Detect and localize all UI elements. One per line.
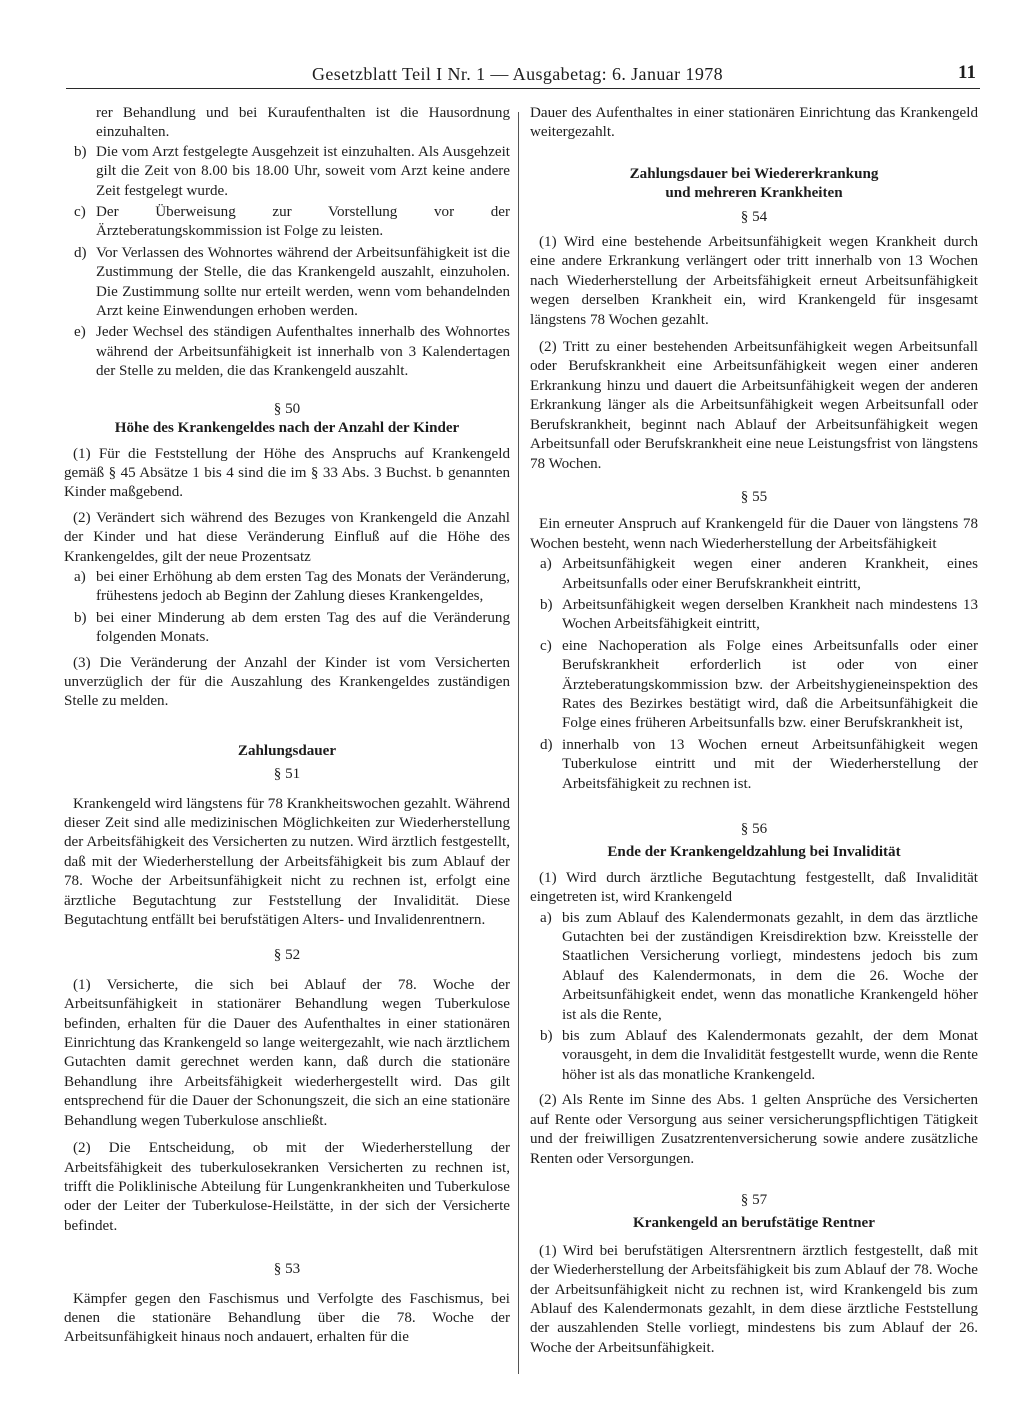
- list-marker: b): [540, 596, 553, 613]
- list-text: Die vom Arzt festgelegte Ausgehzeit ist einzuhalten. Als Ausgehzeit gilt die Zeit von 8.00 bis 18.00 Uhr, soweit vom Arzt keine andere Zeit festgelegt wurde.: [96, 143, 510, 199]
- section-number: § 55: [740, 488, 768, 505]
- list-text: innerhalb von 13 Wochen erneut Arbeitsunfähigkeit wegen Tuberkulose eintritt und mit der Wiederherstellung der Arbeitsfähigkeit zu rechnen ist.: [562, 736, 978, 792]
- section-title: Krankengeld an berufstätige Rentner: [633, 1215, 875, 1232]
- section-title: Zahlungsdauer bei Wiedererkrankung und mehreren Krankheiten: [629, 165, 879, 202]
- list-marker: d): [540, 736, 553, 753]
- list-item: [530, 637, 978, 734]
- page-header: [66, 58, 980, 89]
- list-item: [64, 203, 510, 242]
- list-item: [530, 1027, 978, 1085]
- section-number: § 53: [273, 1261, 301, 1278]
- list-marker: c): [74, 204, 86, 221]
- list-marker: b): [74, 609, 87, 626]
- paragraph: (1) Wird durch ärztliche Begutachtung festgestellt, daß Invalidität eingetreten ist, wird Krankengeld: [530, 869, 978, 906]
- paragraph: (2) Verändert sich während des Bezuges von Krankengeld die Anzahl der Kinder und hat diese Veränderung Einfluß auf die Höhe des Krankengeldes, gilt der neue Prozentsatz: [64, 509, 510, 565]
- list-item: [64, 323, 510, 381]
- list-text: bei einer Erhöhung ab dem ersten Tag des Monats der Veränderung, frühestens jedoch ab Beginn der Zahlung dieses Krankengeldes,: [96, 568, 510, 605]
- paragraph: (1) Wird eine bestehende Arbeitsunfähigkeit wegen Krankheit durch eine andere Erkrankung verlängert oder tritt innerhalb von 13 Wochen nach Wiederherstellung der Arbeitsfähigkeit erneut Arbeitsunfähigkeit wegen derselben Krankheit ein, wird Krankengeld für insgesamt längstens 78 Wochen gezahlt.: [530, 234, 978, 328]
- paragraph: Krankengeld wird längstens für 78 Krankheitswochen gezahlt. Während dieser Zeit sind alle medizinischen Möglichkeiten zur Wiederherstellung der Arbeitsfähigkeit des Versicherten zu nutzen. Wird ärztlich festgestellt, daß mit der Wiederherstellung der Arbeitsfähigkeit bis zum Ablauf der 78. Woche der Arbeitsunfähigkeit nicht zu rechnen ist, erfolgt eine ärztliche Begutachtung zur Feststellung der Invalidität. Diese Begutachtung entfällt bei berufstätigen Alters- und Invalidenrentnern.: [64, 795, 510, 929]
- list-marker: d): [74, 244, 87, 261]
- paragraph: Ein erneuter Anspruch auf Krankengeld für die Dauer von längstens 78 Wochen besteht, wenn nach Wiederherstellung der Arbeitsfähigkeit: [530, 516, 978, 552]
- list-item: [64, 244, 510, 322]
- right-column: [530, 104, 978, 1364]
- paragraph: (1) Wird bei berufstätigen Altersrentnern ärztlich festgestellt, daß mit der Wiederherstellung der Arbeitsfähigkeit bis zum Ablauf der 78. Woche der Arbeitsunfähigkeit nicht zu rechnen ist, wird Krankengeld bis zum Ablauf des Kalendermonats gezahlt, in dem diese ärztliche Feststellung der auszahlenden Stelle vorliegt, mindestens bis zum Ablauf der 26. Woche der Arbeitsunfähigkeit.: [530, 1242, 978, 1356]
- list-text: bis zum Ablauf des Kalendermonats gezahlt, in dem das ärztliche Gutachten bei der zuständigen Kreisdirektion bzw. Kreisstelle der Staatlichen Versicherung vorliegt, mindestens jedoch bis zum Ablauf des Kalendermonats, in dem die 26. Woche der Arbeitsunfähigkeit endet, wenn das monatliche Krankengeld höher ist als die Rente,: [562, 909, 978, 1023]
- paragraph: (2) Tritt zu einer bestehenden Arbeitsunfähigkeit wegen Arbeitsunfall oder Berufskrankheit eine Arbeitsunfähigkeit wegen einer anderen Erkrankung hinzu und dauert die Arbeitsunfähigkeit wegen der anderen Erkrankung länger als die Arbeitsunfähigkeit wegen Arbeitsunfall oder Berufskrankheit, beginnt nach Ablauf der Arbeitsunfähigkeit wegen Arbeitsunfall oder Berufskrankheit eine neue Leistungsfrist von längstens 78 Wochen.: [530, 339, 978, 472]
- list-marker: e): [74, 324, 86, 341]
- rules-list: [64, 143, 510, 382]
- payment-list: [530, 909, 978, 1086]
- list-text: Der Überweisung zur Vorstellung vor der Ärzteberatungskommission ist Folge zu leisten.: [96, 204, 510, 240]
- list-item: [530, 596, 978, 635]
- condition-list: [530, 555, 978, 794]
- change-list: [64, 568, 510, 648]
- list-marker: a): [540, 556, 552, 573]
- list-marker: c): [540, 637, 552, 654]
- list-marker: a): [74, 568, 86, 585]
- list-item: [64, 568, 510, 607]
- column-divider: [518, 112, 519, 1374]
- section-heading: Zahlungsdauer: [237, 742, 337, 759]
- list-marker: b): [540, 1028, 553, 1045]
- section-title: Ende der Krankengeldzahlung bei Invalidität: [607, 844, 901, 861]
- list-item: [64, 143, 510, 201]
- continued-paragraph: Dauer des Aufenthaltes in einer stationären Einrichtung das Krankengeld weitergezahlt.: [530, 105, 978, 141]
- paragraph: (2) Die Entscheidung, ob mit der Wiederherstellung der Arbeitsfähigkeit des tuberkulosekranken Versicherten zu rechnen ist, trifft die Poliklinische Abteilung für Lungenkrankheiten und Tuberkulose oder der Leiter der Tuberkulose-Heilstätte, in der sich der Versicherte befindet.: [64, 1140, 510, 1234]
- list-text: bis zum Ablauf des Kalendermonats gezahlt, der dem Monat vorausgeht, in dem die Invalidität festgestellt wurde, wenn die Rente höher ist als das monatliche Krankengeld.: [562, 1028, 978, 1083]
- paragraph: (1) Für die Feststellung der Höhe des Anspruchs auf Krankengeld gemäß § 45 Absätze 1 bis 4 sind die im § 33 Abs. 3 Buchst. b genannten Kinder maßgebend.: [64, 445, 510, 501]
- paragraph: Kämpfer gegen den Faschismus und Verfolgte des Faschismus, bei denen die stationäre Behandlung über die 78. Woche der Arbeitsunfähigkeit hinaus noch andauert, erhalten für die: [64, 1290, 510, 1346]
- section-title: Höhe des Krankengeldes nach der Anzahl der Kinder: [114, 420, 460, 437]
- paragraph: (3) Die Veränderung der Anzahl der Kinder ist vom Versicherten unverzüglich der für die Auszahlung des Krankengeldes zuständigen Stelle zu melden.: [64, 654, 510, 710]
- list-text: Jeder Wechsel des ständigen Aufenthaltes innerhalb des Wohnortes während der Arbeitsunfähigkeit ist innerhalb von 3 Kalendertagen der Stelle zu melden, die das Krankengeld auszahlt.: [96, 324, 510, 380]
- section-number: § 56: [740, 821, 768, 837]
- list-item: [530, 736, 978, 794]
- list-marker: a): [540, 909, 552, 926]
- list-text: Arbeitsunfähigkeit wegen einer anderen Krankheit, eines Arbeitsunfalls oder einer Berufskrankheit eintritt,: [562, 556, 978, 592]
- list-text: eine Nachoperation als Folge eines Arbeitsunfalls oder einer Berufskrankheit erforderlich ist oder von einer Ärzteberatungskommission bzw. der Arbeitshygieneinspektion des Rates des Bezirkes bestätigt wird, daß die Arbeitsunfähigkeit die Folge eines früheren Arbeitsunfalls bzw. einer Berufskrankheit ist,: [562, 637, 978, 732]
- section-number: § 57: [740, 1191, 768, 1208]
- list-text: Vor Verlassen des Wohnortes während der Arbeitsunfähigkeit ist die Zustimmung der Stelle, die das Krankengeld auszahlt, einzuholen. Die Zustimmung sollte nur erteilt werden, wenn vom behandelnden Arzt keine Einwendungen erhoben werden.: [96, 244, 510, 320]
- section-number: § 54: [740, 208, 768, 225]
- paragraph: (2) Als Rente im Sinne des Abs. 1 gelten Ansprüche des Versicherten auf Rente oder Versorgung aus seiner versicherungspflichtigen Tätigkeit und der freiwilligen Zusatzrentenversicherung sowie andere zusätzliche Renten oder Versorgungen.: [530, 1092, 978, 1167]
- continued-paragraph: rer Behandlung und bei Kuraufenthalten ist die Hausordnung einzuhalten.: [96, 105, 510, 141]
- paragraph: (1) Versicherte, die sich bei Ablauf der 78. Woche der Arbeitsunfähigkeit in stationärer Behandlung wegen Tuberkulose befinden, erhalten für die Dauer des Aufenthaltes in einer stationären Einrichtung das Krankengeld so lange weitergezahlt, wie nach ärztlichem Gutachten damit gerechnet werden kann, daß durch die stationäre Behandlung ihre Arbeitsfähigkeit wiederhergestellt wird. Das gilt entsprechend für die Dauer der Schonungszeit, die sich an eine stationäre Behandlung wegen Tuberkulose anschließt.: [64, 976, 510, 1129]
- page-number: 11: [958, 62, 976, 83]
- list-item: [64, 609, 510, 648]
- gazette-title: Gesetzblatt Teil I Nr. 1 — Ausgabetag: 6. Januar 1978: [312, 64, 724, 84]
- list-text: Arbeitsunfähigkeit wegen derselben Krankheit nach mindestens 13 Wochen Arbeitsfähigkeit eintritt,: [562, 596, 978, 633]
- section-number: § 51: [273, 766, 301, 783]
- section-number: § 50: [273, 400, 301, 417]
- list-item: [530, 909, 978, 1025]
- list-item: [530, 555, 978, 594]
- list-marker: b): [74, 143, 87, 160]
- section-number: § 52: [273, 947, 301, 964]
- list-text: bei einer Minderung ab dem ersten Tag des auf die Veränderung folgenden Monats.: [96, 609, 510, 646]
- left-column: [64, 104, 510, 1354]
